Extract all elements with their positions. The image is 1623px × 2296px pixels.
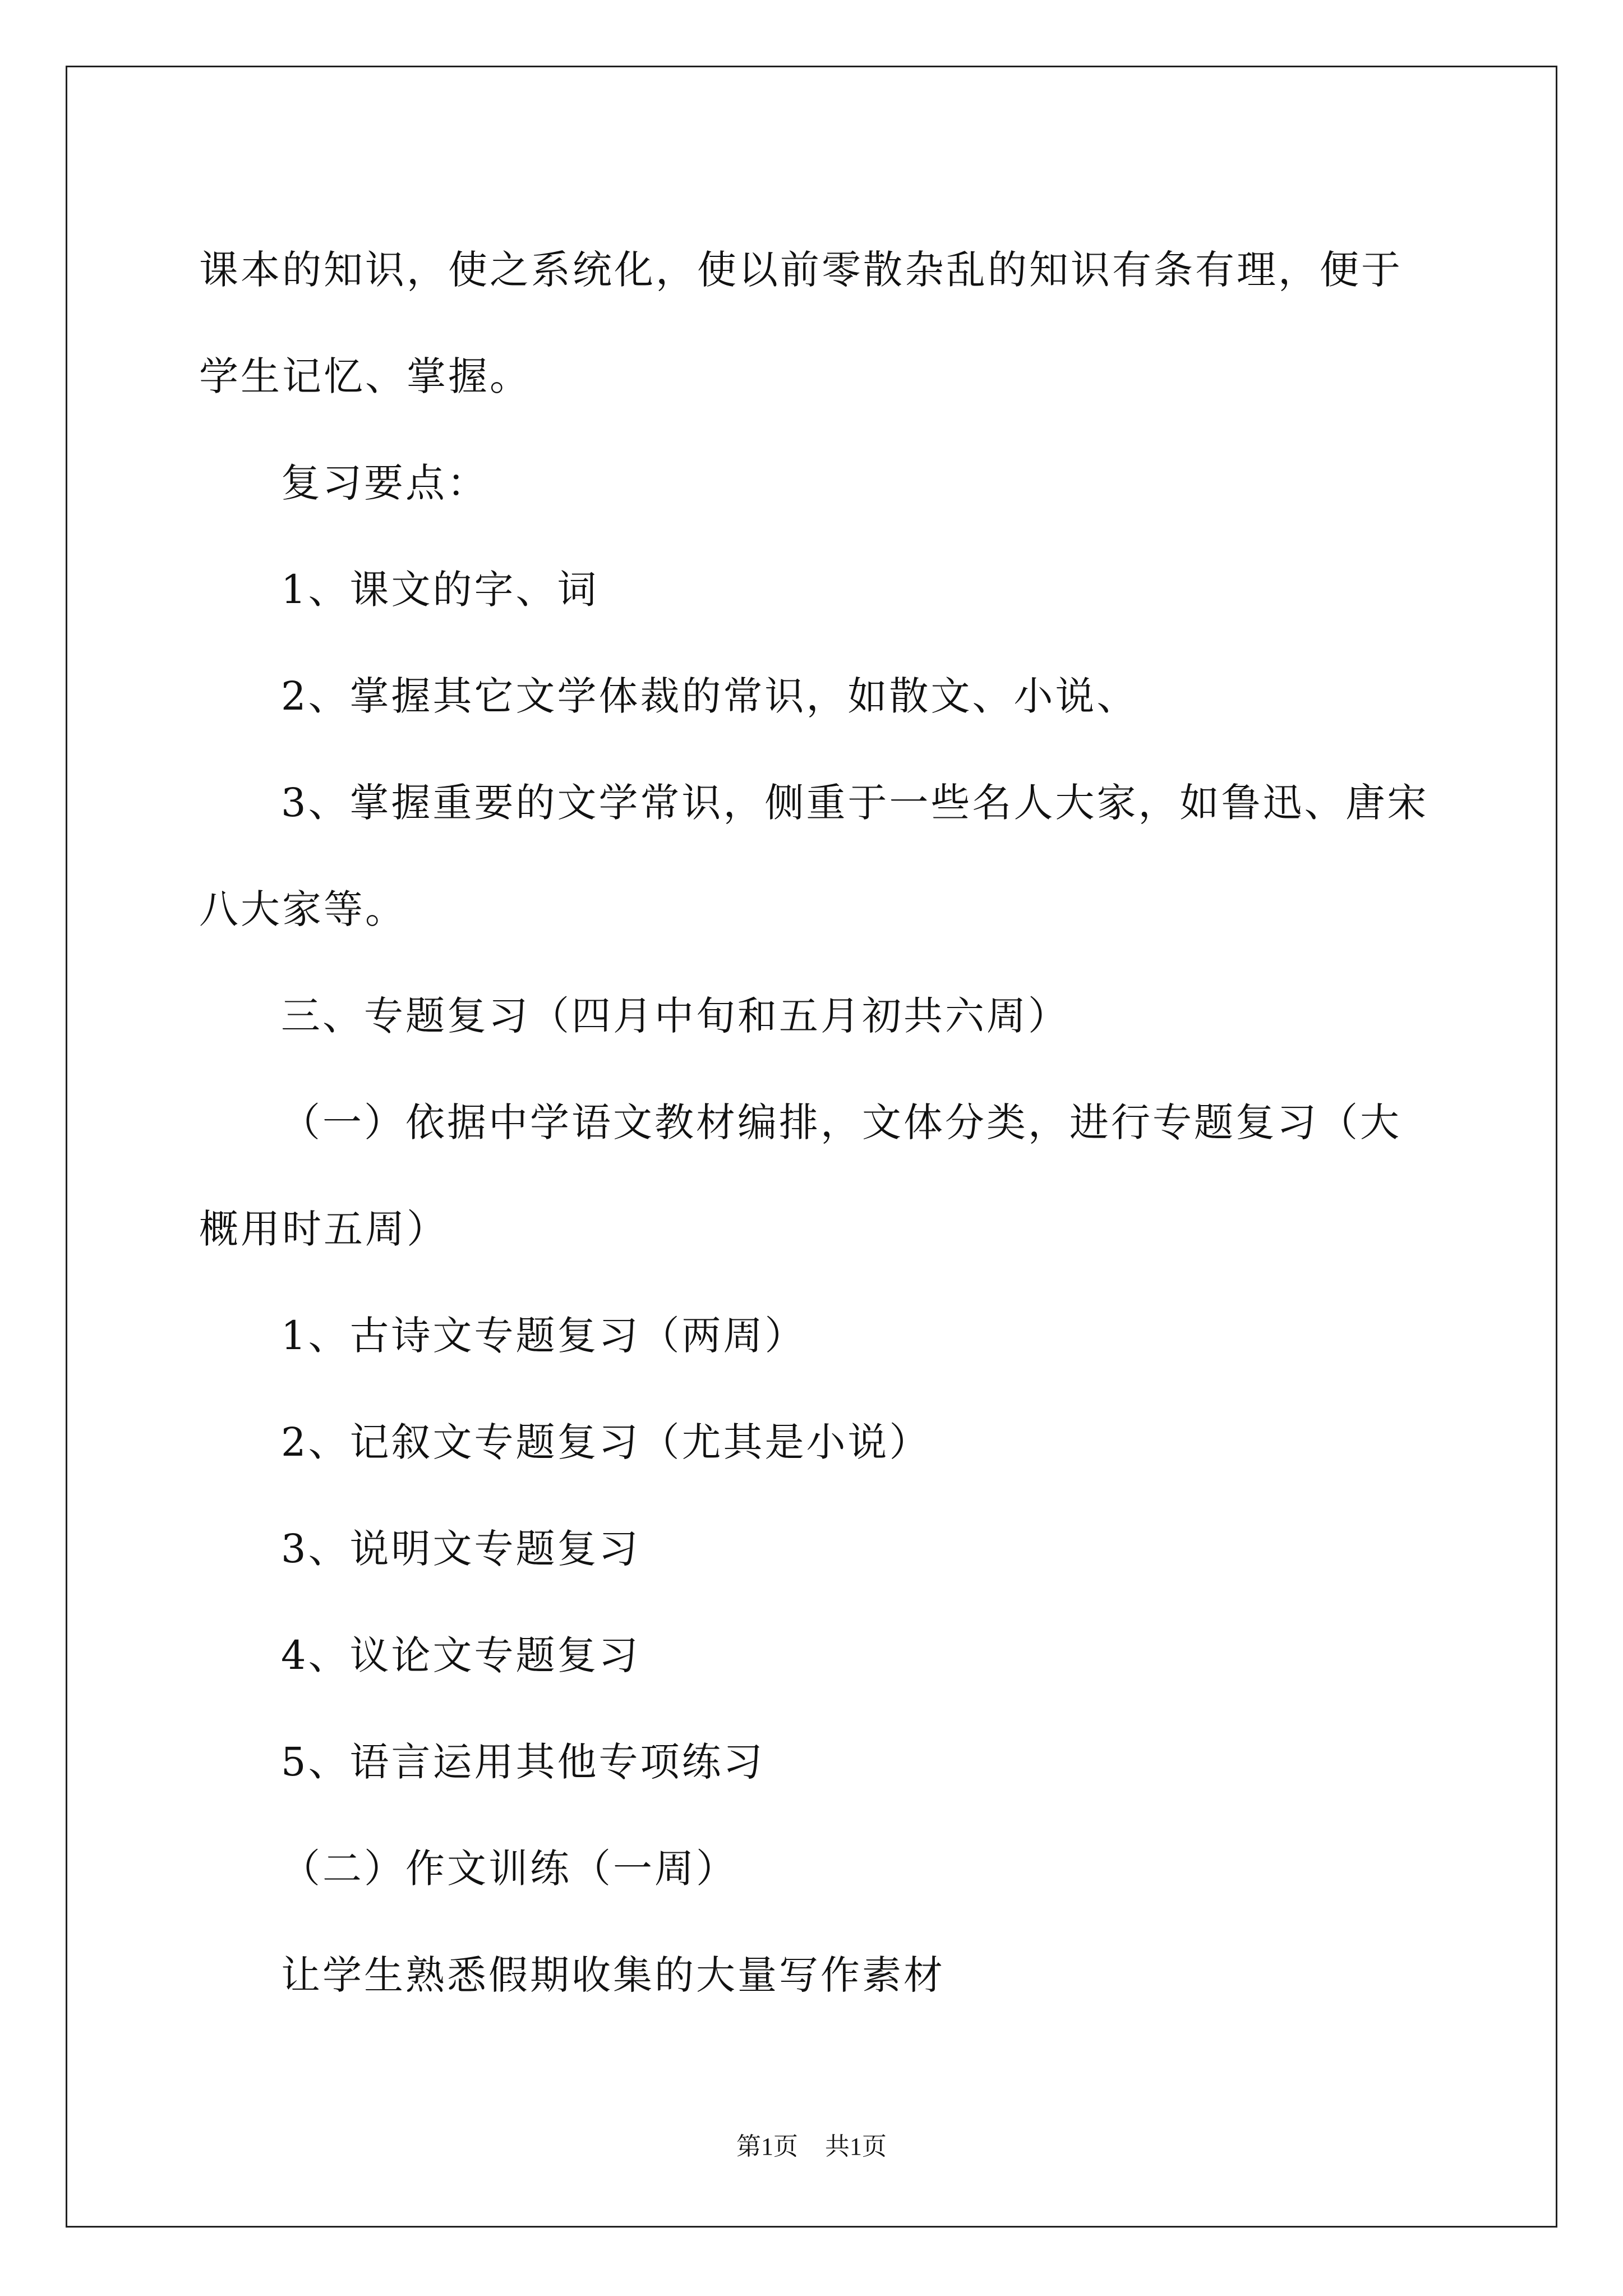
list-item: 3、掌握重要的文学常识，侧重于一些名人大家，如鲁迅、唐宋八大家等。: [199, 780, 1429, 932]
paragraph: 复习要点：: [281, 460, 488, 506]
list-item: 1、古诗文专题复习（两周）: [281, 1313, 806, 1359]
page-number-current: 第1页: [736, 2133, 798, 2160]
list-item: 1、课文的字、词: [281, 567, 599, 613]
page-footer: [0, 2126, 1623, 2162]
list-item: 4、议论文专题复习: [281, 1632, 640, 1678]
list-item: 5、语言运用其他专项练习: [281, 1739, 765, 1785]
page-number-total: 共1页: [825, 2133, 887, 2160]
subsection-heading: （二）作文训练（一周）: [281, 1846, 737, 1892]
paragraph: 课本的知识，使之系统化，使以前零散杂乱的知识有条有理，便于学生记忆、掌握。: [199, 247, 1403, 399]
list-item: 2、掌握其它文学体裁的常识，如散文、小说、: [281, 673, 1138, 719]
list-item: 3、说明文专题复习: [281, 1526, 640, 1572]
paragraph: 让学生熟悉假期收集的大量写作素材: [281, 1952, 945, 1998]
list-item: 2、记叙文专题复习（尤其是小说）: [281, 1419, 931, 1465]
document-body: [199, 217, 1433, 2028]
section-heading: 三、专题复习（四月中旬和五月初共六周）: [281, 993, 1069, 1039]
subsection-heading: （一）依据中学语文教材编排，文体分类，进行专题复习（大概用时五周）: [199, 1099, 1401, 1252]
